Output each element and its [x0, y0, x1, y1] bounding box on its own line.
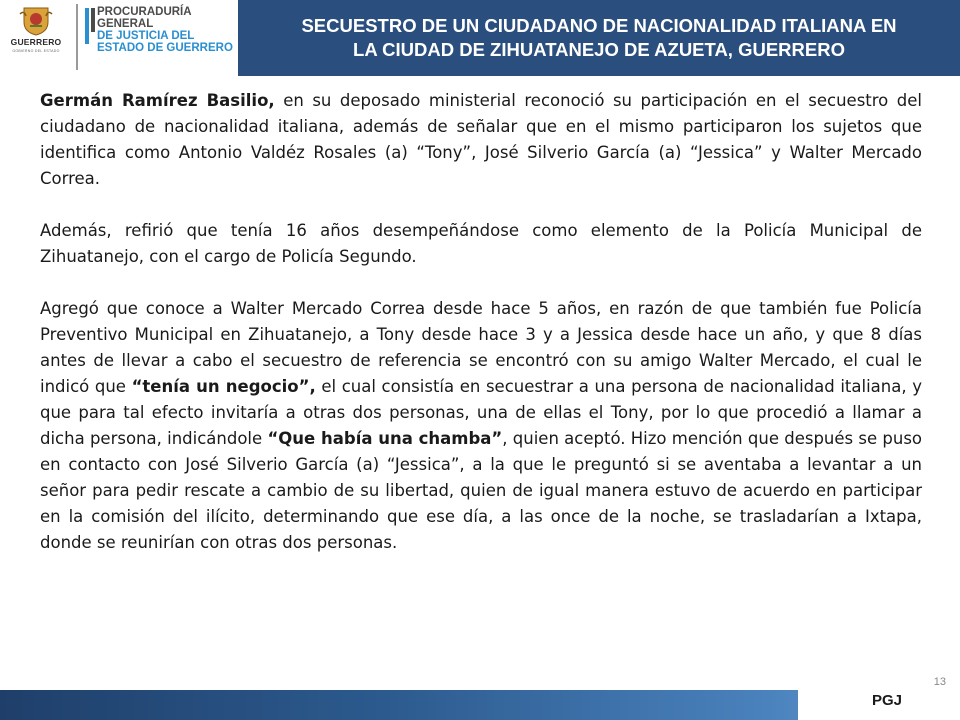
agency-name-line2: DE JUSTICIA DEL	[97, 30, 195, 42]
agency-name	[97, 6, 238, 54]
page-number: 13	[933, 676, 946, 688]
paragraph-3-bold-b: “Que había una chamba”	[267, 429, 503, 448]
agency-name-line1: PROCURADURÍA GENERAL	[97, 6, 192, 30]
paragraph-3	[40, 296, 922, 556]
state-logo-text: GUERRERO	[10, 37, 62, 47]
paragraph-3-bold-a: “tenía un negocio”,	[131, 377, 316, 396]
state-coat-of-arms-icon	[18, 6, 54, 36]
page-title-line1: SECUESTRO DE UN CIUDADANO DE NACIONALIDAD ITALIANA EN	[301, 15, 897, 36]
pgj-emblem-icon	[84, 6, 98, 46]
header-title-band	[238, 0, 960, 76]
paragraph-3-text-c: , quien aceptó. Hizo mención que después se puso en contacto con José Silverio García (a) “Jessica”, a la que le preguntó si se aventaba a levantar a un señor para pedir rescate a cambio de su libertad, quien de igual manera estuvo de acuerdo en participar en la comisión del ilícito, determinando que ese día, a las once de la noche, se trasladarían a Ixtapa, donde se reunirían con otras dos personas.	[40, 429, 923, 552]
page-title-line2: LA CIUDAD DE ZIHUATANEJO DE AZUETA, GUERRERO	[353, 39, 845, 60]
paragraph-1-text: en su deposado ministerial reconoció su participación en el secuestro del ciudadano de nacionalidad italiana, además de señalar que en el mismo participaron los sujetos que identifica como Antonio Valdéz Rosales (a) “Tony”, José Silverio García (a) “Jessica” y Walter Mercado Correa.	[40, 91, 923, 188]
state-logo-subtext: GOBIERNO DEL ESTADO	[12, 49, 60, 53]
paragraph-1	[40, 88, 922, 192]
paragraph-2-text: Además, refirió que tenía 16 años desempeñándose como elemento de la Policía Municipal de Zihuatanejo, con el cargo de Policía Segundo.	[40, 221, 922, 266]
header-logo-area	[0, 0, 238, 76]
paragraph-3-text-a: Agregó que conoce a Walter Mercado Correa desde hace 5 años, en razón de que también fue Policía Preventivo Municipal en Zihuatanejo, a Tony desde hace 3 y a Jessica desde hace un año, y que 8 días antes de llevar a cabo el secuestro de referencia se encontró con su amigo Walter Mercado, el cual le indicó que	[40, 299, 922, 396]
paragraph-2	[40, 218, 922, 270]
footer-label: PGJ	[871, 692, 902, 709]
agency-name-line3: ESTADO DE GUERRERO	[97, 42, 233, 54]
paragraph-1-bold-name: Germán Ramírez Basilio,	[40, 91, 275, 110]
document-body	[40, 88, 922, 556]
paragraph-3-text-b: el cual consistía en secuestrar a una persona de nacionalidad italiana, y que para tal efecto invitaría a otras dos personas, una de ellas el Tony, por lo que procedió a llamar a dicha persona, indicándole	[40, 377, 922, 448]
logo-divider	[76, 4, 78, 70]
page-title	[249, 14, 949, 62]
